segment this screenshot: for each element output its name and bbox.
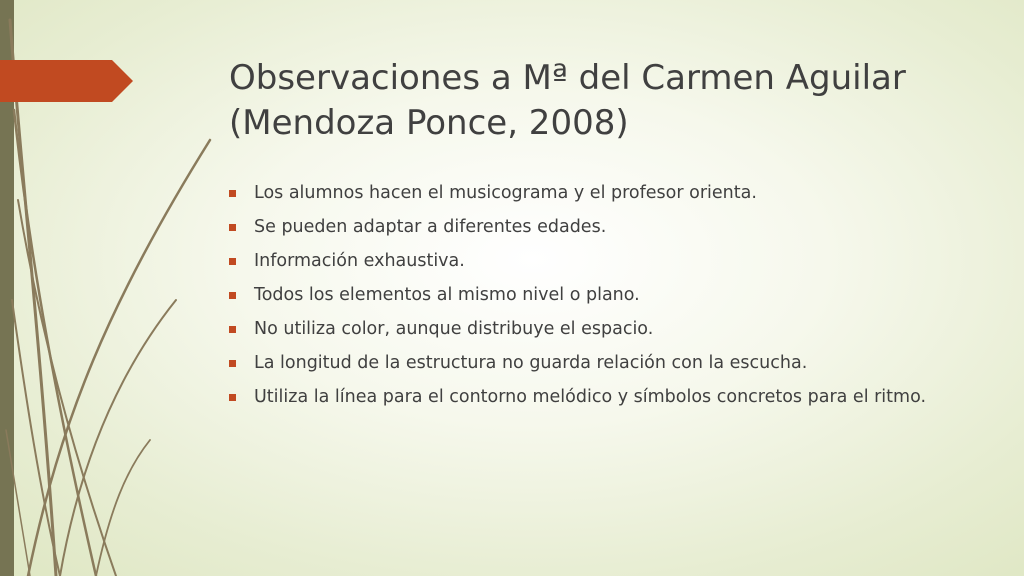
square-bullet-icon (229, 292, 236, 299)
list-item-text: Se pueden adaptar a diferentes edades. (254, 217, 607, 237)
stem-line (28, 140, 210, 576)
square-bullet-icon (229, 224, 236, 231)
list-item (229, 215, 969, 240)
list-item-text: La longitud de la estructura no guarda relación con la escucha. (254, 353, 808, 373)
list-item-text: Información exhaustiva. (254, 251, 465, 271)
list-item-text: Utiliza la línea para el contorno melódico y símbolos concretos para el ritmo. (254, 387, 927, 407)
slide-title: Observaciones a Mª del Carmen Aguilar (Mendoza Ponce, 2008) (229, 58, 906, 143)
list-item-text: Los alumnos hacen el musicograma y el profesor orienta. (254, 183, 757, 203)
list-item (229, 351, 969, 376)
square-bullet-icon (229, 394, 236, 401)
stem-line (14, 110, 96, 576)
stem-line (6, 430, 30, 576)
list-item (229, 181, 969, 206)
square-bullet-icon (229, 258, 236, 265)
square-bullet-icon (229, 190, 236, 197)
stem-line (60, 300, 176, 576)
stem-line (96, 440, 150, 576)
bullet-list (229, 181, 969, 419)
square-bullet-icon (229, 326, 236, 333)
list-item (229, 249, 969, 274)
arrow-tab-icon (0, 60, 133, 102)
list-item-text: No utiliza color, aunque distribuye el espacio. (254, 319, 654, 339)
list-item (229, 385, 969, 410)
list-item (229, 317, 969, 342)
list-item-text: Todos los elementos al mismo nivel o plano. (254, 285, 640, 305)
square-bullet-icon (229, 360, 236, 367)
list-item (229, 283, 969, 308)
